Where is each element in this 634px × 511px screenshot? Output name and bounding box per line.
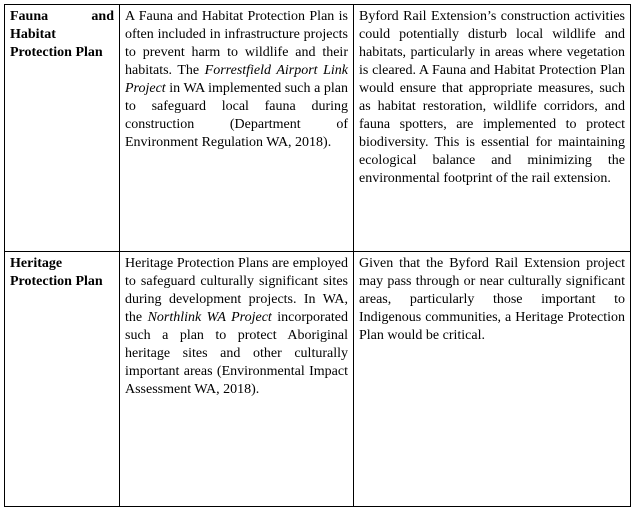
example-text-before: Heritage Protection Plans are employed to safeguard culturally significant sites during development projects. In WA, the <box>125 256 348 325</box>
example-text-before: A Fauna and Habitat Protection Plan is often included in infrastructure projects to prevent harm to wildlife and their habitats. The <box>125 9 348 78</box>
project-name: Northlink WA Project <box>147 310 272 325</box>
plan-name-cell: Fauna and Habitat Protection Plan <box>5 5 120 252</box>
plans-table <box>4 4 631 507</box>
example-cell <box>120 5 354 252</box>
plan-name-cell: Heritage Protection Plan <box>5 252 120 507</box>
example-text-after: in WA implemented such a plan to safeguard local fauna during construction (Department of Environment Regulation WA, 2018). <box>125 81 348 150</box>
table-row <box>5 5 631 252</box>
example-text-after: incorporated such a plan to protect Aboriginal heritage sites and other culturally important areas (Environmental Impact Assessment WA, 2018). <box>125 310 349 397</box>
example-cell <box>120 252 354 507</box>
table-row <box>5 252 631 507</box>
relevance-cell: Given that the Byford Rail Extension project may pass through or near culturally significant areas, particularly those important to Indigenous communities, a Heritage Protection Plan would be critical. <box>354 252 631 507</box>
relevance-cell: Byford Rail Extension’s construction activities could potentially disturb local wildlife and habitats, particularly in areas where vegetation is cleared. A Fauna and Habitat Protection Plan would ensure that appropriate measures, such as habitat restoration, wildlife corridors, and fauna spotters, are implemented to protect biodiversity. This is essential for maintaining ecological balance and minimizing the environmental footprint of the rail extension. <box>354 5 631 252</box>
project-name: Forrestfield Airport Link Project <box>125 63 349 96</box>
